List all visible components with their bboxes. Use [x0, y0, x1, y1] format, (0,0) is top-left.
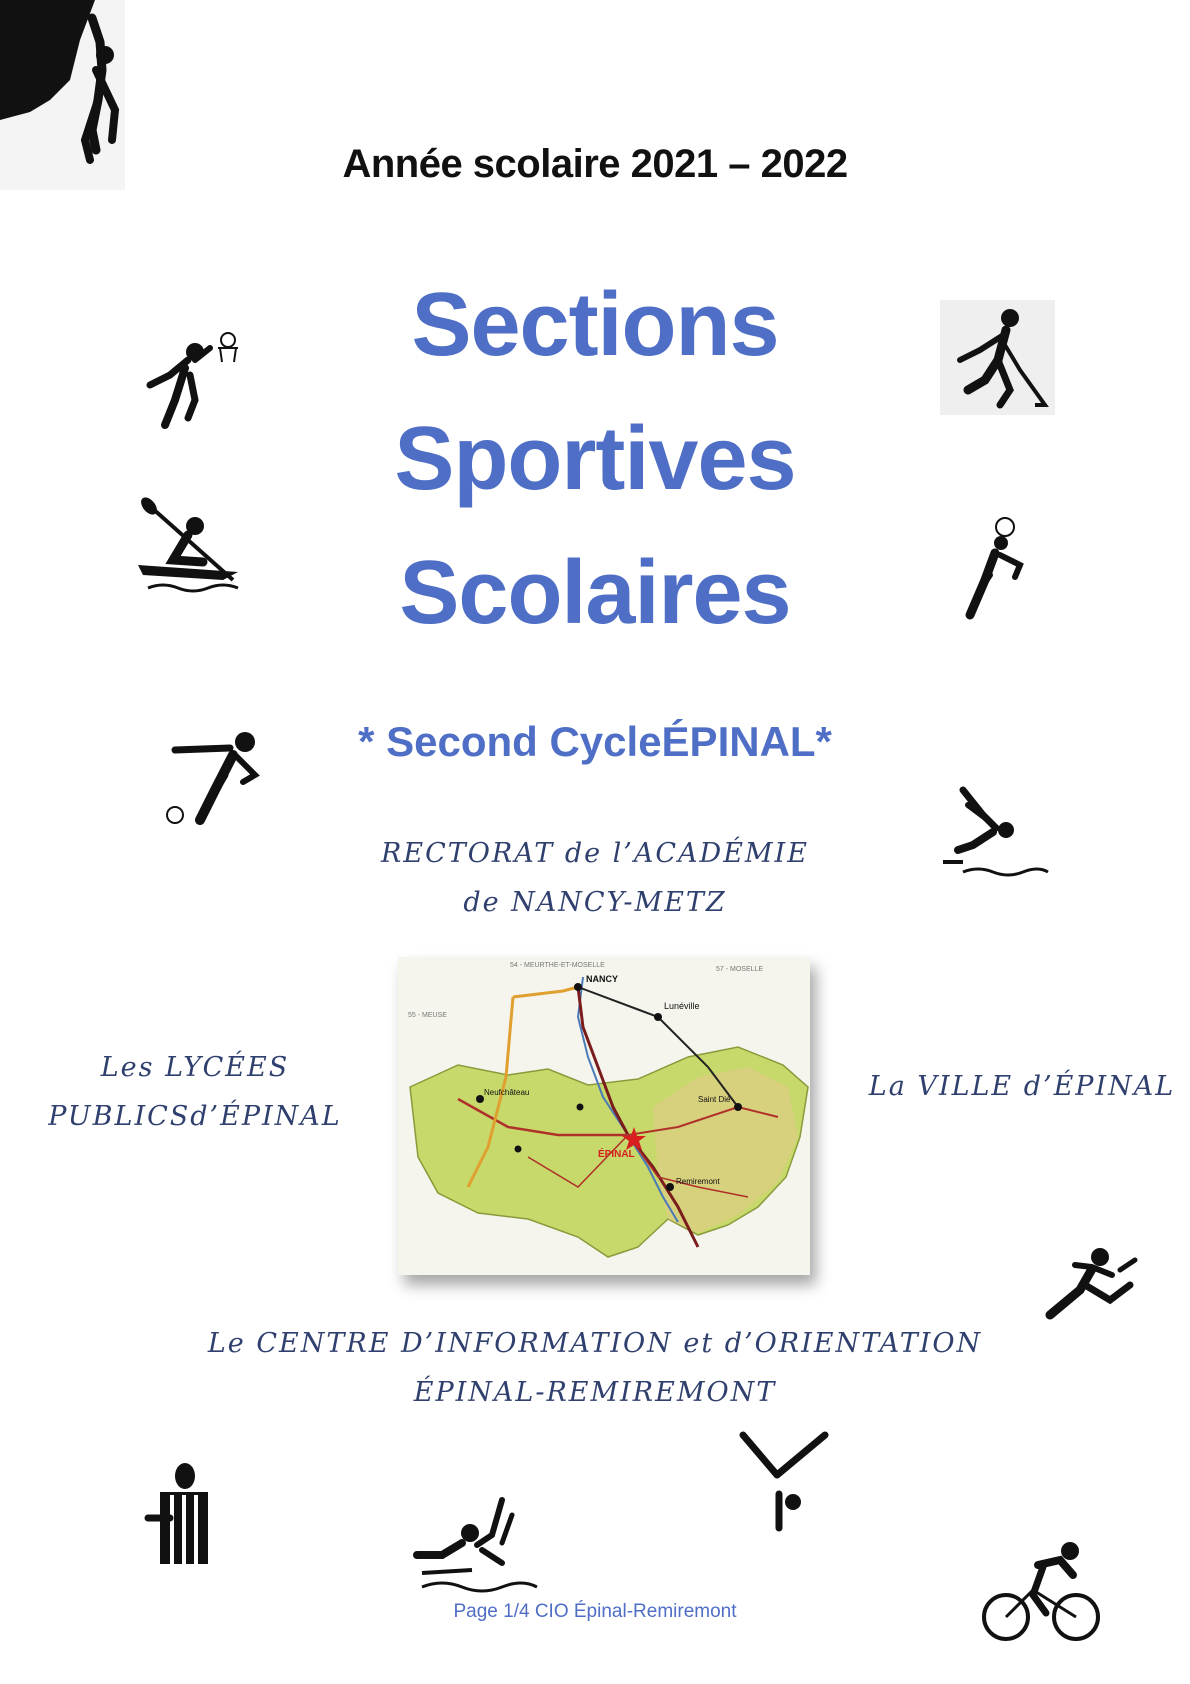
- map-label-dept-54: 54 - MEURTHE-ET-MOSELLE: [510, 962, 605, 969]
- kayak-icon: [133, 490, 248, 600]
- page-footer: Page 1/4 CIO Épinal-Remiremont: [453, 1601, 737, 1622]
- rectorat-line-2: de NANCY-METZ: [463, 887, 727, 918]
- lycees-line-2: PUBLICSd’ÉPINAL: [48, 1101, 342, 1132]
- gymnastics-icon: [735, 1430, 840, 1535]
- referee-icon: [140, 1460, 225, 1570]
- map-label-saint-die: Saint Dié: [698, 1095, 731, 1104]
- map-label-dept-57: 57 - MOSELLE: [716, 966, 764, 973]
- cycling-icon: [978, 1535, 1103, 1645]
- map-label-luneville: Lunéville: [664, 1001, 700, 1011]
- vosges-map: [398, 957, 810, 1275]
- vosges-map-drawing: [398, 957, 810, 1275]
- title-line-sportives: Sportives: [394, 409, 796, 509]
- cio-line-1: Le CENTRE D’INFORMATION et d’ORIENTATION: [207, 1328, 983, 1359]
- map-label-epinal: ÉPINAL: [598, 1149, 635, 1160]
- hockey-icon: [940, 300, 1055, 415]
- map-label-dept-55: 55 - MEUSE: [408, 1012, 447, 1019]
- swimming-icon: [938, 780, 1053, 890]
- synchronized-swimming-icon: [412, 1495, 542, 1595]
- ville-epinal-label: La VILLE d’ÉPINAL: [868, 1071, 1176, 1102]
- map-label-neufchateau: Neufchâteau: [484, 1088, 530, 1097]
- football-icon: [155, 720, 273, 835]
- map-label-remiremont: Remiremont: [676, 1177, 720, 1186]
- lycees-line-1: Les LYCÉES: [100, 1052, 290, 1083]
- subtitle-second-cycle: * Second CycleÉPINAL*: [358, 718, 832, 765]
- basketball-icon: [140, 330, 250, 435]
- map-label-nancy: NANCY: [586, 974, 619, 984]
- climbing-icon: [0, 0, 125, 190]
- cio-line-2: ÉPINAL-REMIREMONT: [413, 1377, 777, 1408]
- running-icon: [1040, 1245, 1145, 1325]
- rectorat-line-1: RECTORAT de l’ACADÉMIE: [381, 838, 809, 869]
- handball-icon: [955, 515, 1040, 625]
- school-year-heading: Année scolaire 2021 – 2022: [342, 142, 848, 186]
- title-line-scolaires: Scolaires: [399, 543, 791, 643]
- title-line-sections: Sections: [411, 275, 779, 375]
